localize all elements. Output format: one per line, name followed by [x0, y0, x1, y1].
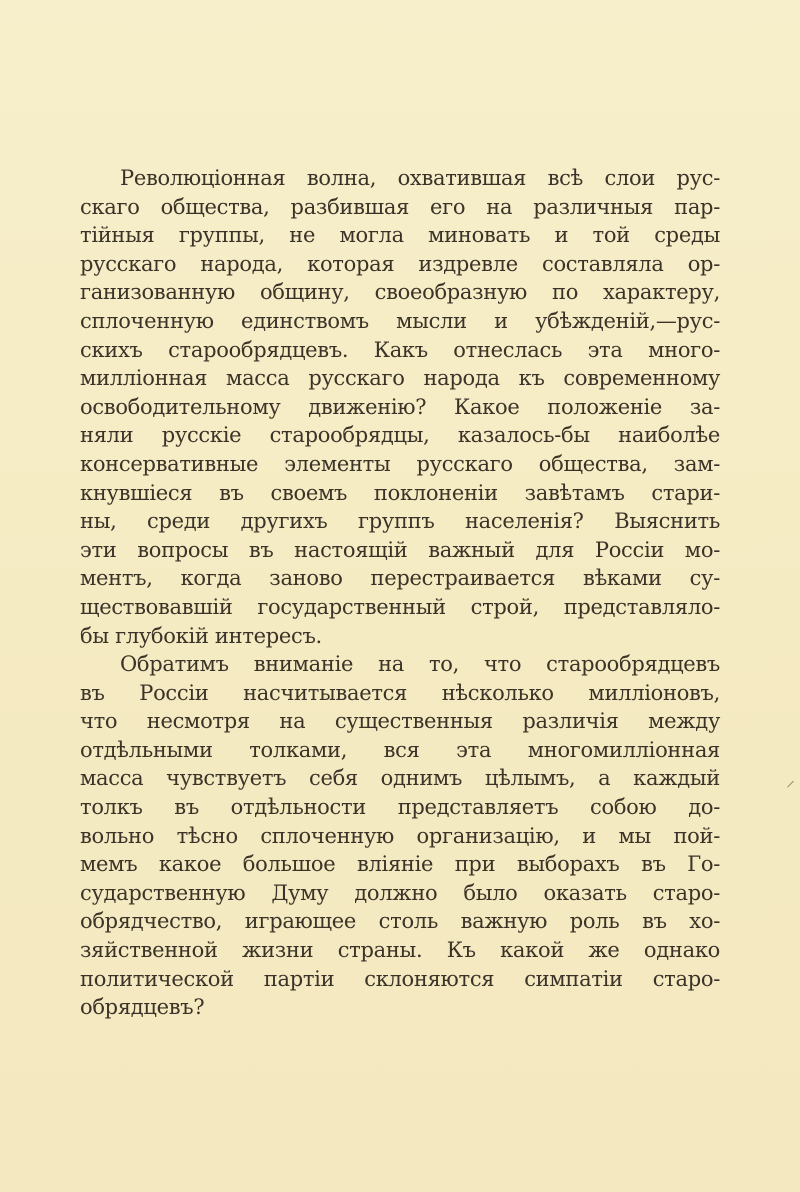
- text-line: мемъ какое большое вліяніе при выборахъ въ Го-: [80, 852, 720, 877]
- text-line: обрядчество, играющее столь важную роль въ хо-: [80, 909, 720, 934]
- text-line: ны, среди другихъ группъ населенія? Выяснить: [80, 509, 720, 534]
- text-line: кнувшіеся въ своемъ поклоненіи завѣтамъ стари-: [80, 480, 720, 505]
- text-line: милліонная масса русскаго народа къ современному: [80, 366, 720, 391]
- paragraph: [80, 164, 720, 650]
- text-line: что несмотря на существенныя различія между: [80, 709, 720, 734]
- text-line: политической партіи склоняются симпатіи старо-: [80, 966, 720, 991]
- text-line: освободительному движенію? Какое положеніе за-: [80, 394, 720, 419]
- text-line: тійныя группы, не могла миновать и той среды: [80, 223, 720, 248]
- text-line: эти вопросы въ настоящій важный для Россіи мо-: [80, 537, 720, 562]
- text-line: сударственную Думу должно было оказать старо-: [80, 880, 720, 905]
- text-line: зяйственной жизни страны. Къ какой же однако: [80, 938, 720, 963]
- text-line: бы глубокій интересъ.: [80, 623, 322, 648]
- text-line: Обратимъ вниманіе на то, что старообрядцевъ: [120, 652, 720, 677]
- text-line: отдѣльными толками, вся эта многомилліонная: [80, 737, 720, 762]
- text-line: въ Россіи насчитывается нѣсколько милліоновъ,: [80, 680, 720, 705]
- text-line: няли русскіе старообрядцы, казалось-бы наиболѣе: [80, 423, 720, 448]
- text-line: сплоченную единствомъ мысли и убѣжденій,—рус-: [80, 308, 720, 333]
- body-text: [80, 164, 720, 1022]
- text-line: обрядцевъ?: [80, 995, 205, 1020]
- text-line: скаго общества, разбившая его на различныя пар-: [80, 194, 720, 219]
- text-line: ществовавшій государственный строй, представляло-: [80, 594, 720, 619]
- text-line: консервативные элементы русскаго общества, зам-: [80, 451, 720, 476]
- text-line: ментъ, когда заново перестраивается вѣками су-: [80, 566, 720, 591]
- text-line: вольно тѣсно сплоченную организацію, и мы пой-: [80, 823, 720, 848]
- text-line: толкъ въ отдѣльности представляетъ собою до-: [80, 795, 720, 820]
- text-line: масса чувствуетъ себя однимъ цѣлымъ, а каждый: [80, 766, 720, 791]
- text-line: скихъ старообрядцевъ. Какъ отнеслась эта много-: [80, 337, 720, 362]
- paragraph: [80, 650, 720, 1022]
- text-line: Революціонная волна, охватившая всѣ слои рус-: [120, 166, 720, 190]
- text-line: ганизованную общину, своеобразную по характеру,: [80, 280, 720, 305]
- text-line: русскаго народа, которая издревле составляла ор-: [80, 251, 720, 276]
- margin-mark: ⸝: [786, 770, 795, 791]
